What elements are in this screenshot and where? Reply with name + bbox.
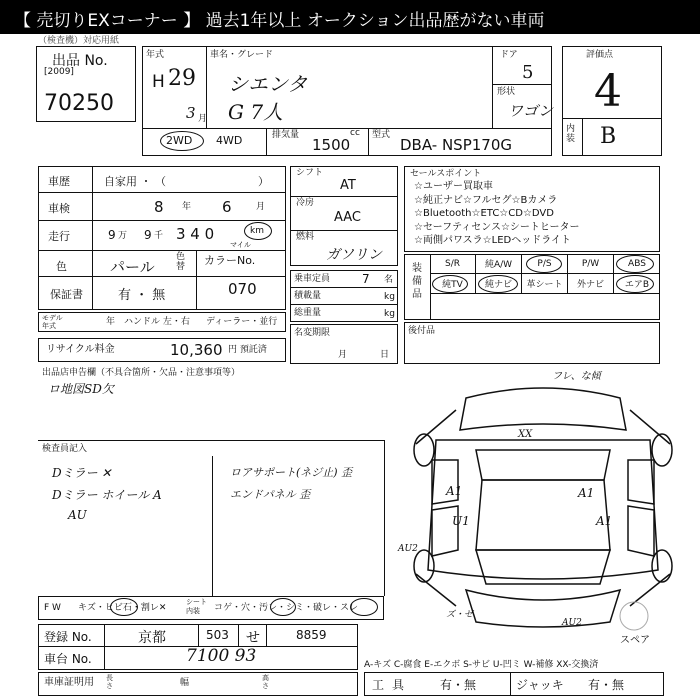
inspection-month-unit: 月 <box>256 202 266 212</box>
jack-value: 有・無 <box>588 678 625 692</box>
capacity-unit: 名 <box>384 275 394 285</box>
mileage-km: km <box>250 226 264 236</box>
diagram-mark-xx: XX <box>518 429 533 440</box>
inspector-left-2: Dミラー ホイール A <box>52 488 162 502</box>
model-year-unit: 年 <box>106 317 116 327</box>
mileage-label: 走行 <box>48 230 70 243</box>
equipment-label: 装備品 <box>412 263 422 300</box>
shape-label: 形状 <box>497 87 516 97</box>
equip-ps: P/S <box>522 254 568 274</box>
model-year-label: モデル年式 <box>42 314 63 330</box>
inspector-left-3: AU <box>68 508 87 522</box>
shift-value: AT <box>340 178 356 193</box>
car-damage-diagram <box>396 370 690 642</box>
navi-circle <box>478 275 518 293</box>
inspection-year-unit: 年 <box>182 202 192 212</box>
selling-point: ☆セーフティセンス☆シートヒーター <box>414 221 580 233</box>
equip-alloy: 純A/W <box>476 254 522 274</box>
diagram-mark-u1: U1 <box>452 514 470 528</box>
year-era: H <box>152 72 165 92</box>
post-install-label: 後付品 <box>408 326 436 336</box>
history-value: 自家用 ・ （ <box>104 175 166 188</box>
color-change: 色替 <box>176 252 186 272</box>
registration-class: 503 <box>206 628 229 642</box>
lot-label: 出品 No. <box>52 53 108 69</box>
jack-label: ジャッキ <box>516 678 564 692</box>
mileage-mile: マイル <box>230 241 251 249</box>
damage-legend: A-キズ C-腐食 E-エクボ S-サビ U-凹ミ W-補修 XX-交換済 <box>364 660 599 670</box>
weight-label: 総重量 <box>294 308 322 318</box>
title-exp-day: 日 <box>380 350 390 360</box>
title-exp-month: 月 <box>338 350 348 360</box>
load-label: 積載量 <box>294 291 322 301</box>
stain-circle <box>270 598 296 616</box>
fw-label: F W <box>44 603 61 613</box>
chassis-label: 車台 No. <box>44 652 92 666</box>
registration-city: 京都 <box>138 630 166 646</box>
grade: G 7人 <box>228 100 284 124</box>
hibi-circle <box>110 598 138 616</box>
interior-label: 内装 <box>566 124 576 144</box>
drive-4wd: 4WD <box>216 134 243 147</box>
mileage-rest: 3 4 0 <box>176 225 215 243</box>
engine-value: 1500 <box>312 136 351 154</box>
banner-text: 【 売切りEXコーナー 】 過去1年以上 オークション出品歴がない車両 <box>14 11 545 31</box>
equip-abs: ABS <box>614 254 660 274</box>
engine-label: 排気量 <box>272 130 300 140</box>
registration-kana: せ <box>246 630 260 646</box>
recycle-unit: 円 預託済 <box>228 345 267 355</box>
type-value: DBA- NSP170G <box>400 136 512 154</box>
equip-navi: 純ナビ <box>476 274 522 294</box>
year-month: 3 <box>186 104 196 122</box>
score-value: 4 <box>594 66 622 117</box>
mileage-d1: 9 <box>108 228 116 242</box>
sure-circle <box>350 598 378 616</box>
load-unit: kg <box>384 292 395 302</box>
seller-notes-text: ロ地図SD欠 <box>48 382 114 396</box>
inspector-right-1: ロアサポート(ネジ止) 歪 <box>230 466 353 479</box>
diagram-mark-au2-left: AU2 <box>398 544 418 554</box>
history-label: 車歴 <box>48 175 70 188</box>
model-name: シエンタ <box>228 72 308 96</box>
seller-notes-label: 出品店申告欄（不具合箇所・欠品・注意事項等） <box>42 368 241 378</box>
year-label: 年式 <box>146 50 165 60</box>
diagram-mark-au2-right: AU2 <box>562 618 582 628</box>
form-note: （検査機）対応用紙 <box>38 36 120 46</box>
diagram-mark-bottom: ズ・ゼ <box>446 610 474 620</box>
registration-number: 8859 <box>296 628 327 642</box>
selling-point: ☆両側パワスラ☆LEDヘッドライト <box>414 235 571 246</box>
equip-pw: P/W <box>568 254 614 274</box>
score-label: 評価点 <box>586 50 614 60</box>
year-value: 29 <box>168 66 196 91</box>
drive-2wd: 2WD <box>166 134 193 147</box>
interior-value: B <box>600 124 617 149</box>
lot-number: 70250 <box>44 91 114 116</box>
chassis-value: 7100 93 <box>186 646 257 666</box>
recycle-value: 10,360 <box>170 341 223 359</box>
airbag-circle <box>616 275 654 293</box>
stains-text: コゲ・穴・汚レ・シミ・破レ・スレ <box>214 603 359 613</box>
diagram-mark-a1-left: A1 <box>446 484 463 498</box>
capacity-label: 乗車定員 <box>294 274 331 284</box>
diagram-mark-a1-right: A1 <box>578 486 595 500</box>
tools-value: 有・無 <box>440 678 477 692</box>
inspector-left-1: Dミラー ✕ <box>52 466 112 480</box>
abs-circle <box>616 255 654 273</box>
ac-label: 冷房 <box>296 198 315 208</box>
history-close: ） <box>258 175 269 188</box>
inspection-year: 8 <box>154 198 164 216</box>
post-install-box <box>404 322 660 364</box>
equip-tv: 純TV <box>430 274 476 294</box>
type-label: 型式 <box>372 130 391 140</box>
inspector-right-2: エンドパネル 歪 <box>230 488 311 501</box>
equip-leather: 革シート <box>522 274 568 294</box>
lot-year-code: [2009] <box>44 67 74 77</box>
handle: ハンドル 左・右 <box>124 317 190 327</box>
tools-label: 工具 <box>372 678 413 692</box>
title-exp-label: 名変期限 <box>294 328 331 338</box>
selling-points-label: セールスポイント <box>410 169 482 179</box>
cert-length: 長さ <box>106 674 113 690</box>
inspection-month: 6 <box>222 198 232 216</box>
doors-label: ドア <box>500 50 518 60</box>
mileage-d2: 9 <box>144 228 152 242</box>
shape-value: ワゴン <box>508 102 554 120</box>
color-code: 070 <box>228 280 257 298</box>
fuel-value: ガソリン <box>326 247 382 263</box>
registration-label: 登録 No. <box>44 630 92 644</box>
color-value: パール <box>110 258 155 276</box>
fuel-label: 燃料 <box>296 232 315 242</box>
shift-label: シフト <box>296 168 324 178</box>
selling-points-list <box>414 180 580 248</box>
damage-text: キズ・ヒビ石・割レ✕ <box>78 603 167 613</box>
selling-point: ☆ユーザー買取車 <box>414 181 493 192</box>
garage-cert-label: 車庫証明用 <box>44 677 94 688</box>
selling-point: ☆純正ナビ☆フルセグ☆Bカメラ <box>414 194 558 206</box>
cert-width: 幅 <box>180 678 190 688</box>
seat-label: シート内装 <box>186 598 207 615</box>
equip-sr: S/R <box>430 254 476 274</box>
recycle-label: リサイクル料金 <box>46 344 115 355</box>
ac-value: AAC <box>334 210 361 225</box>
capacity-value: 7 <box>362 272 370 286</box>
weight-unit: kg <box>384 309 395 319</box>
spare-label: スペア <box>620 635 650 646</box>
diagram-mark-a1-lower: A1 <box>596 514 613 528</box>
equip-ext-navi: 外ナビ <box>568 274 614 294</box>
doors-value: 5 <box>522 62 534 83</box>
inspection-label: 車検 <box>48 202 70 215</box>
selling-point: ☆Bluetooth☆ETC☆CD☆DVD <box>414 208 554 219</box>
mileage-u2: 千 <box>154 231 164 241</box>
name-label: 車名・グレード <box>210 50 274 60</box>
engine-unit: cc <box>350 128 360 138</box>
year-month-unit: 月 <box>198 114 208 124</box>
warranty-value: 有 ・ 無 <box>118 288 166 303</box>
ps-circle <box>526 255 562 273</box>
dealer: ディーラー・並行 <box>206 317 278 327</box>
color-label: 色 <box>56 260 67 273</box>
diagram-top-note: フレ、な傾 <box>552 371 601 382</box>
color-code-label: カラーNo. <box>204 254 256 267</box>
tv-circle <box>432 275 468 293</box>
mileage-u1: 万 <box>118 231 128 241</box>
warranty-label: 保証書 <box>50 288 83 301</box>
cert-height: 高さ <box>262 674 269 690</box>
inspector-label: 検査員記入 <box>42 444 88 454</box>
equip-airbag: エアB <box>614 274 660 294</box>
